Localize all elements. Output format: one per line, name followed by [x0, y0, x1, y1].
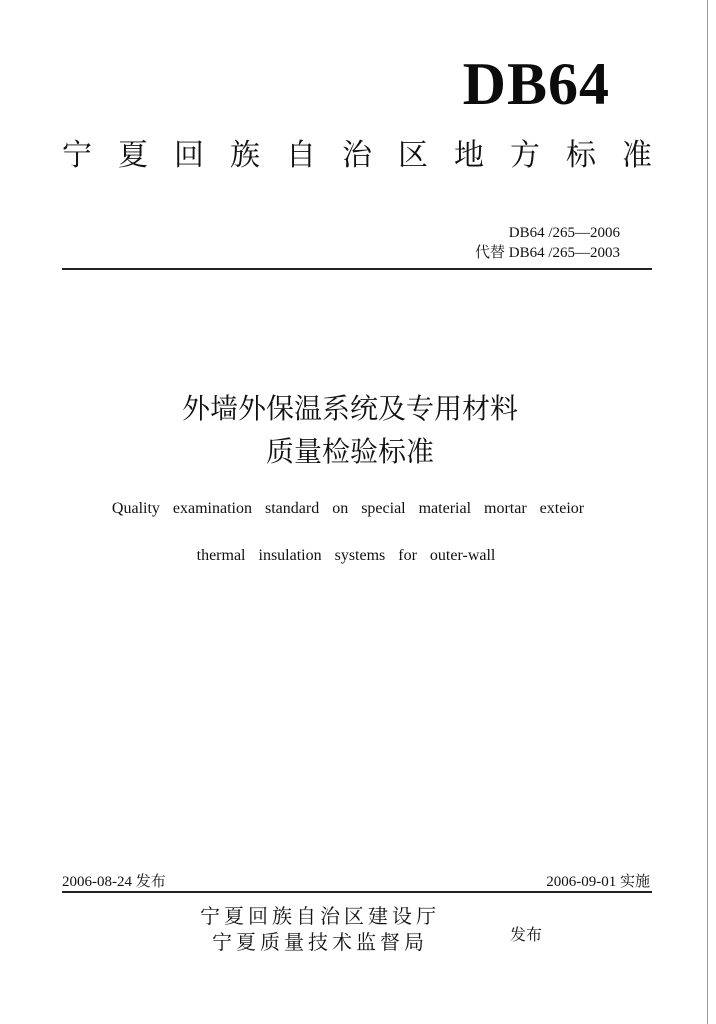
top-divider [62, 268, 652, 270]
title-english-line2: thermal insulation systems for outer-wall [196, 547, 496, 564]
title-chinese-line1: 外墙外保温系统及专用材料 [181, 392, 518, 425]
issuer-quality-bureau: 宁夏质量技术监督局 [212, 930, 428, 954]
standard-number-block [475, 223, 620, 263]
issue-date: 2006-08-24 发布 [62, 874, 166, 890]
page-edge-line [707, 0, 708, 1024]
issuing-organizations [200, 903, 440, 955]
standard-logo: DB64 [462, 51, 610, 117]
issuer-construction-dept: 宁夏回族自治区建设厅 [200, 904, 440, 928]
issue-label: 发布 [510, 925, 543, 944]
title-chinese-line2: 质量检验标准 [265, 435, 434, 468]
title-english-line1: Quality examination standard on special material mortar exteior [111, 500, 585, 517]
replaced-standard: 代替 DB64 /265—2003 [474, 245, 620, 261]
standard-number: DB64 /265—2006 [508, 225, 620, 241]
issuing-authority-title: 宁夏回族自治区地方标准 [62, 138, 678, 173]
effective-date: 2006-09-01 实施 [546, 874, 650, 890]
bottom-divider [62, 891, 652, 893]
